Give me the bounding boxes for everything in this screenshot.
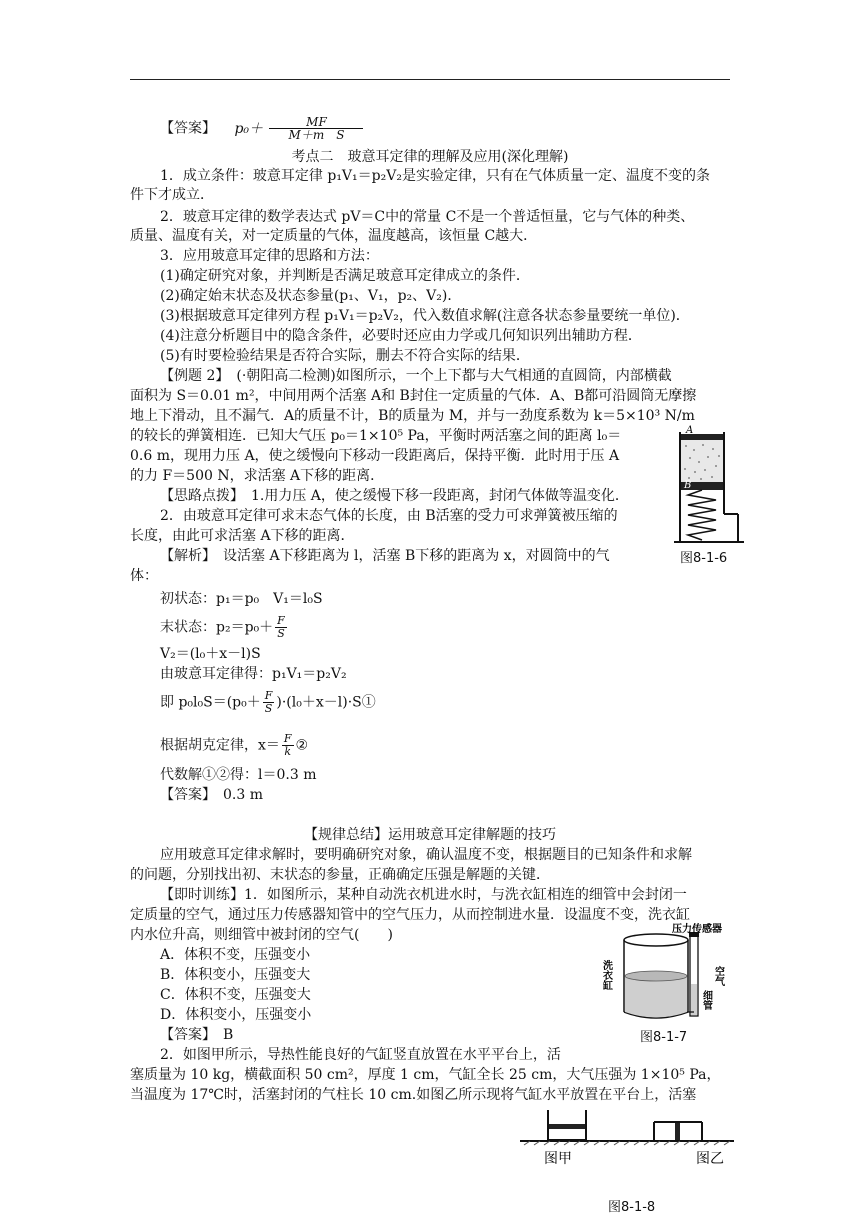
label-sensor: 压力传感器 bbox=[672, 924, 722, 935]
header-rule bbox=[130, 79, 730, 80]
point-line: 3．应用玻意耳定律的思路和方法： bbox=[160, 248, 379, 264]
option-a: A．体积不变，压强变小 bbox=[160, 947, 311, 963]
option-d: D．体积变小，压强变小 bbox=[160, 1007, 312, 1023]
summary-line: 应用玻意耳定律求解时，要明确研究对象，确认温度不变，根据题目的已知条件和求解 bbox=[160, 847, 692, 863]
example-line: 面积为 S＝0.01 m²，中间用两个活塞 A和 B封住一定质量的气体．A、B都可沿圆筒无摩擦 bbox=[130, 388, 697, 404]
label-air: 空气 bbox=[712, 966, 724, 986]
label-a: A bbox=[686, 425, 694, 436]
label-yi: 图乙 bbox=[696, 1151, 724, 1167]
example-line: 的较长的弹簧相连．已知大气压 p₀＝1×10⁵ Pa，平衡时两活塞之间的距离 l₀＝ bbox=[130, 428, 622, 444]
summary-title: 【规律总结】运用玻意耳定律解题的技巧 bbox=[304, 827, 556, 843]
hint-line: 【思路点拨】 1.用力压 A，使之缓慢下移一段距离，封闭气体做等温变化． bbox=[160, 488, 629, 504]
answer-top: 【答案】 p₀＋ $\frac{MF}{\text{M＋m S}}$ bbox=[160, 116, 365, 141]
drill-answer: 【答案】 B bbox=[160, 1027, 234, 1043]
eq-ji: 即 p₀l₀S＝(p₀＋ $\frac{F}{S}$ )·(l₀＋x－l)·S① bbox=[160, 689, 376, 715]
answer-ex2: 【答案】 0.3 m bbox=[160, 787, 263, 803]
point-line: 1．成立条件：玻意耳定律 p₁V₁＝p₂V₂是实验定律，只有在气体质量一定、温度不变的条 bbox=[160, 168, 710, 184]
section-title: 考点二 玻意耳定律的理解及应用(深化理解) bbox=[291, 149, 569, 165]
analysis-line: 体： bbox=[130, 568, 158, 584]
eq-final: 末状态：p₂＝p₀＋ $\frac{F}{S}$ bbox=[160, 614, 285, 640]
label-jia: 图甲 bbox=[544, 1151, 572, 1167]
point-line: (4)注意分析题目中的隐含条件，必要时还应由力学或几何知识列出辅助方程． bbox=[160, 328, 642, 344]
point-line: (5)有时要检验结果是否符合实际，删去不符合实际的结果． bbox=[160, 348, 530, 364]
drill-line: 内水位升高，则细管中被封闭的空气( ) bbox=[130, 927, 393, 943]
figure-cylinders bbox=[520, 1108, 734, 1168]
eq-init: 初状态：p₁＝p₀ V₁＝l₀S bbox=[160, 591, 323, 607]
label-b: B bbox=[684, 480, 692, 491]
point-line: (1)确定研究对象，并判断是否满足玻意耳定律成立的条件． bbox=[160, 268, 530, 284]
label-tube: 细管 bbox=[700, 990, 712, 1010]
eq-solve: 代数解①②得：l＝0.3 m bbox=[160, 767, 317, 783]
analysis-line: 【解析】 设活塞 A下移距离为 l，活塞 B下移的距离为 x，对圆筒中的气 bbox=[160, 548, 610, 564]
example-line: 【例题 2】 (·朝阳高二检测)如图所示，一个上下都与大气相通的直圆筒，内部横截 bbox=[160, 368, 672, 384]
point-line: 质量、温度有关，对一定质量的气体，温度越高，该恒量 C越大． bbox=[130, 228, 538, 244]
hint-line: 长度，由此可求活塞 A下移的距离． bbox=[130, 528, 355, 544]
drill-line: 【即时训练】1．如图所示，某种自动洗衣机进水时，与洗衣缸相连的细管中会封闭一 bbox=[160, 887, 687, 903]
eq-v2: V₂＝(l₀＋x－l)S bbox=[160, 646, 261, 662]
figure-cylinder bbox=[672, 422, 746, 552]
label-tank: 洗衣缸 bbox=[600, 960, 612, 990]
drill2-line: 当温度为 17℃时，活塞封闭的气柱长 10 cm.如图乙所示现将气缸水平放置在平台上，活塞 bbox=[130, 1087, 697, 1103]
point-line: (3)根据玻意耳定律列方程 p₁V₁＝p₂V₂，代入数值求解(注意各状态参量要统一单位)． bbox=[160, 308, 690, 324]
figure-caption: 图8-1-7 bbox=[640, 1030, 688, 1045]
eq-boyle: 由玻意耳定律得：p₁V₁＝p₂V₂ bbox=[160, 666, 347, 682]
option-b: B．体积变小，压强变大 bbox=[160, 967, 311, 983]
example-line: 的力 F＝500 N，求活塞 A下移的距离． bbox=[130, 468, 385, 484]
hint-line: 2．由玻意耳定律可求末态气体的长度，由 B活塞的受力可求弹簧被压缩的 bbox=[160, 508, 618, 524]
point-line: 2．玻意耳定律的数学表达式 pV＝C中的常量 C不是一个普适恒量，它与气体的种类、 bbox=[160, 209, 695, 225]
drill2-line: 2．如图甲所示，导热性能良好的气缸竖直放置在水平平台上，活 bbox=[160, 1047, 561, 1063]
example-line: 地上下滑动，且不漏气．A的质量不计，B的质量为 M，并与一劲度系数为 k＝5×10³ N/m bbox=[130, 408, 695, 424]
example-line: 0.6 m，现用力压 A，使之缓慢向下移动一段距离后，保持平衡．此时用于压 A bbox=[130, 448, 620, 464]
figure-caption: 图8-1-8 bbox=[608, 1200, 656, 1215]
summary-line: 的问题，分别找出初、末状态的参量，正确确定压强是解题的关键． bbox=[130, 867, 550, 883]
figure-washer bbox=[600, 924, 736, 1028]
point-line: (2)确定始末状态及状态参量(p₁、V₁，p₂、V₂)． bbox=[160, 288, 462, 304]
option-c: C．体积不变，压强变大 bbox=[160, 987, 311, 1003]
drill2-line: 塞质量为 10 kg，横截面积 50 cm²，厚度 1 cm，气缸全长 25 cm，大气压强为 1×10⁵ Pa， bbox=[130, 1067, 721, 1083]
drill-line: 定质量的空气，通过压力传感器知管中的空气压力，从而控制进水量．设温度不变，洗衣缸 bbox=[130, 907, 690, 923]
eq-hooke: 根据胡克定律，x＝ $\frac{F}{k}$ ② bbox=[160, 732, 309, 758]
figure-caption: 图8-1-6 bbox=[680, 551, 728, 566]
point-line: 件下才成立． bbox=[130, 187, 214, 203]
